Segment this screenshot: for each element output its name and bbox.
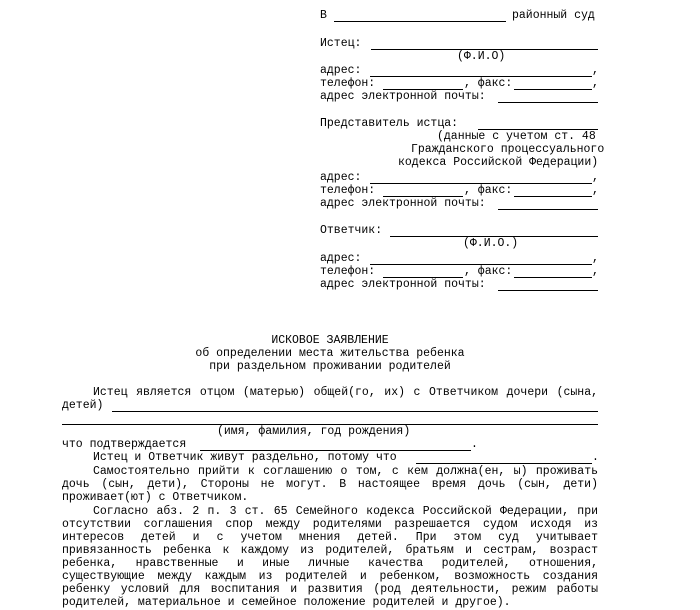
plaintiff-phone-label: телефон: (320, 77, 376, 90)
paragraph-2-end: . (592, 451, 599, 464)
court-name-blank (334, 21, 506, 22)
defendant-address-comma: , (592, 252, 599, 265)
plaintiff-email-label: адрес электронной почты: (320, 90, 486, 103)
defendant-fax-comma: , (592, 265, 599, 278)
paragraph-4-line-1: Согласно абз. 2 п. 3 ст. 65 Семейного кодекса Российской Федерации, при (93, 505, 598, 518)
plaintiff-fio-hint: (Ф.И.О) (457, 50, 506, 63)
plaintiff-fax-label: , факс: (464, 77, 513, 90)
paragraph-1-line-1: Истец является отцом (матерью) общей(го, их) с Ответчиком дочери (сына, (93, 386, 598, 399)
paragraph-3-line-2: дочь (сын, дети), Стороны не могут. В настоящее время дочь (сын, дети) (62, 478, 598, 491)
paragraph-4-line-2: отсутствии соглашения спор между родителями разрешается судом исходя из (62, 518, 598, 531)
representative-phone-label: телефон: (320, 184, 376, 197)
representative-email-label: адрес электронной почты: (320, 197, 486, 210)
representative-hint-2: Гражданского процессуального (411, 143, 605, 156)
defendant-label: Ответчик: (320, 224, 383, 237)
representative-email-blank (498, 209, 598, 210)
defendant-email-blank (498, 290, 598, 291)
paragraph-4-line-3: интересов детей и с учетом мнения детей. При этом суд учитывает (62, 531, 598, 544)
representative-address-comma: , (592, 171, 599, 184)
representative-label: Представитель истца: (320, 117, 459, 130)
document-subtitle-1: об определении места жительства ребенка (195, 347, 465, 360)
court-suffix: районный суд (512, 9, 595, 22)
document-title: ИСКОВОЕ ЗАЯВЛЕНИЕ (271, 334, 389, 347)
child-name-hint: (имя, фамилия, год рождения) (217, 425, 411, 438)
paragraph-4-line-6: существующие между каждым из родителей и ребенком, возможность создания (62, 570, 598, 583)
representative-fax-blank (514, 196, 592, 197)
representative-hint-1: (данные с учетом ст. 48 (437, 130, 596, 143)
defendant-email-label: адрес электронной почты: (320, 278, 486, 291)
document-subtitle-2: при раздельном проживании родителей (209, 360, 451, 373)
defendant-fax-label: , факс: (464, 265, 513, 278)
defendant-address-label: адрес: (320, 252, 362, 265)
paragraph-4-line-7: ребенку условий для воспитания и развития (род деятельности, режим работы (62, 583, 598, 596)
plaintiff-email-blank (498, 102, 598, 103)
representative-address-label: адрес: (320, 171, 362, 184)
separation-reason-blank (416, 463, 592, 464)
plaintiff-label: Истец: (320, 37, 362, 50)
paragraph-4-line-5: ребенка, нравственные и иные личные качества родителей, отношения, (62, 557, 598, 570)
plaintiff-address-comma: , (592, 64, 599, 77)
paragraph-3-line-1: Самостоятельно прийти к соглашению о том, с кем должна(ен, ы) проживать (93, 465, 598, 478)
paragraph-1-line-2: детей) (62, 399, 104, 412)
confirmation-end: . (471, 438, 478, 451)
paragraph-4-line-8: родителей, материальное и семейное положение родителей и другое). (62, 596, 511, 609)
representative-fax-comma: , (592, 184, 599, 197)
child-name-blank-1 (112, 411, 598, 412)
defendant-phone-label: телефон: (320, 265, 376, 278)
defendant-fax-blank (514, 277, 592, 278)
paragraph-3-line-3: проживает(ют) с Ответчиком. (62, 491, 249, 504)
court-prefix: В (320, 9, 327, 22)
representative-fax-label: , факс: (464, 184, 513, 197)
defendant-fio-hint: (Ф.И.О.) (463, 237, 519, 250)
paragraph-2: Истец и Ответчик живут раздельно, потому что (93, 451, 397, 464)
paragraph-4-line-4: привязанность ребенка к каждому из родителей, братьям и сестрам, возраст (62, 544, 598, 557)
confirmation-label: что подтверждается (62, 438, 187, 451)
plaintiff-address-label: адрес: (320, 64, 362, 77)
plaintiff-fax-blank (514, 89, 592, 90)
plaintiff-fax-comma: , (592, 77, 599, 90)
representative-hint-3: кодекса Российской Федерации) (398, 156, 599, 169)
